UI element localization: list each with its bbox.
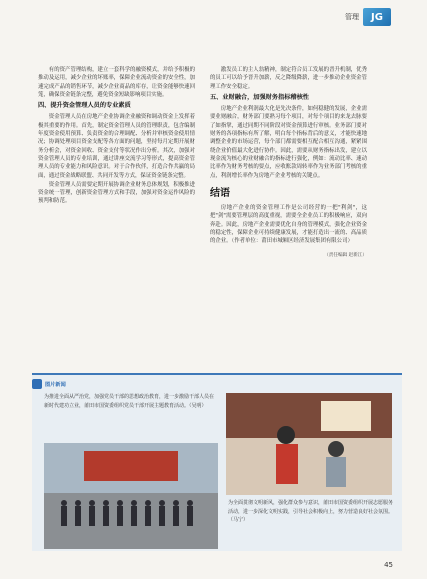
right-column bbox=[210, 66, 367, 260]
photo-news-panel bbox=[32, 373, 402, 551]
right-paragraph: 房地产企业利润最大化是先决条件，如何稳健的发展，企业需要业财融合，财务部门要熟习每个项目，对每个项目的来龙去脉要了如指掌，通过同期不同阶段对资金预算进行审核。业务部门要对财务的各项指标有所了解，明白每个指标背后的意义，才能快速地调整企业的市场运营，每个部门都需要相互配合相互沟通，紧紧围绕企业价值最大化进行协作。因此，需要从财务指标出发，建立以现金流为核心的业财融合的指标进行强化，例如：流动比率、速动比率作为财务考核的要点，应收账款周转率作为业务部门考核的重点，利润增长率作为房地产企业考核的关键点。 bbox=[210, 106, 367, 179]
right-paragraph: 激发员工的主人翁精神，制定符合员工发展的晋升机制，优秀的员工可以给予晋升加薪，反之降级降薪，进一步推动企业资金管理工作安全稳定。 bbox=[210, 67, 367, 90]
conclusion-heading: 结语 bbox=[210, 187, 230, 199]
editor-credit: （责任编辑 赵新江） bbox=[324, 252, 367, 258]
page-number: 45 bbox=[384, 561, 393, 569]
photo-news-badge bbox=[32, 379, 66, 389]
camera-icon bbox=[32, 379, 42, 389]
section-heading-4: 四、提升资金管理人员的专业素质 bbox=[38, 102, 131, 110]
magazine-logo: JG bbox=[363, 8, 391, 26]
left-paragraph: 资金管理人员需要定期开展协调企业财务总体规划，积极推进资金统一管理，创新资金管理方式和手段，加强对资金运作风险的预判和防范。 bbox=[38, 181, 195, 205]
section-heading-5: 五、业财融合，加强财务指标稽核性 bbox=[210, 93, 309, 101]
left-column bbox=[38, 66, 195, 207]
photo-caption-2: 为全面贯彻文明新风，强化群众参与意识，莆田市国资委组织开展志愿服务活动，进一步深化文明实践，引导社会积极向上，努力营造良好社会氛围。（马宁） bbox=[228, 500, 394, 524]
conclusion-paragraph: 房地产企业的资金管理工作是公司经营的一把"利剑"，这把"剑"需要管理层的高度重视，需要全企业员工的积极响应，双向奔赴。因此，房地产企业需要优化自身的管理模式，强化企业资金的稳定性，保障企业可持续健康发展，才能打造出一流的、高品质的企业。（作者单位：莆田市城厢区经济发展集团有限公司） bbox=[210, 205, 367, 245]
volunteer-photo bbox=[226, 393, 392, 495]
photo-caption-1: 为推进全面从严治党，加强党员干部的思想政治教育，进一步激励干部人员在新时代建功立业，莆田市国资委组织党员干部开展主题教育活动。（吴明） bbox=[44, 394, 215, 409]
badge-label: 图片新闻 bbox=[45, 381, 66, 388]
section-label: 管理 bbox=[345, 13, 359, 21]
page-header bbox=[345, 8, 391, 26]
group-photo bbox=[44, 443, 218, 549]
left-paragraph: 有的资产管理结构，建立一套科学的融资模式，并给予积极的推动及运用，减少企业的坏账率，保障企业流动资金的安全性，加速完成产品的销售环节，减少企业商品的库存，让资金能够快速回笼，确保资金链条完整，避免资金短缺影响项目实施。 bbox=[38, 67, 195, 98]
left-paragraph: 资金管理人员在房地产企业协调企业融资和调动资金上发挥着极其重要的作用。首先，制定资金管理人员的管理职责，包含编制年度资金使用预算、负责资金的合理调配、分析并审核资金使用情况；协调处理项目资金支配等各方面的问题，坚持每月定期开展财务分析会，对资金回收、资金支付等状况作出分析。其次，加强对资金管理人员的专业培训，通过讲座交流学习等形式，提高资金管理人员的专业能力和风险意识。对于合作伙伴，打造合作共赢的局面，通过资金战略联盟、共同开发等方式，保证资金链条完整。 bbox=[38, 114, 195, 179]
